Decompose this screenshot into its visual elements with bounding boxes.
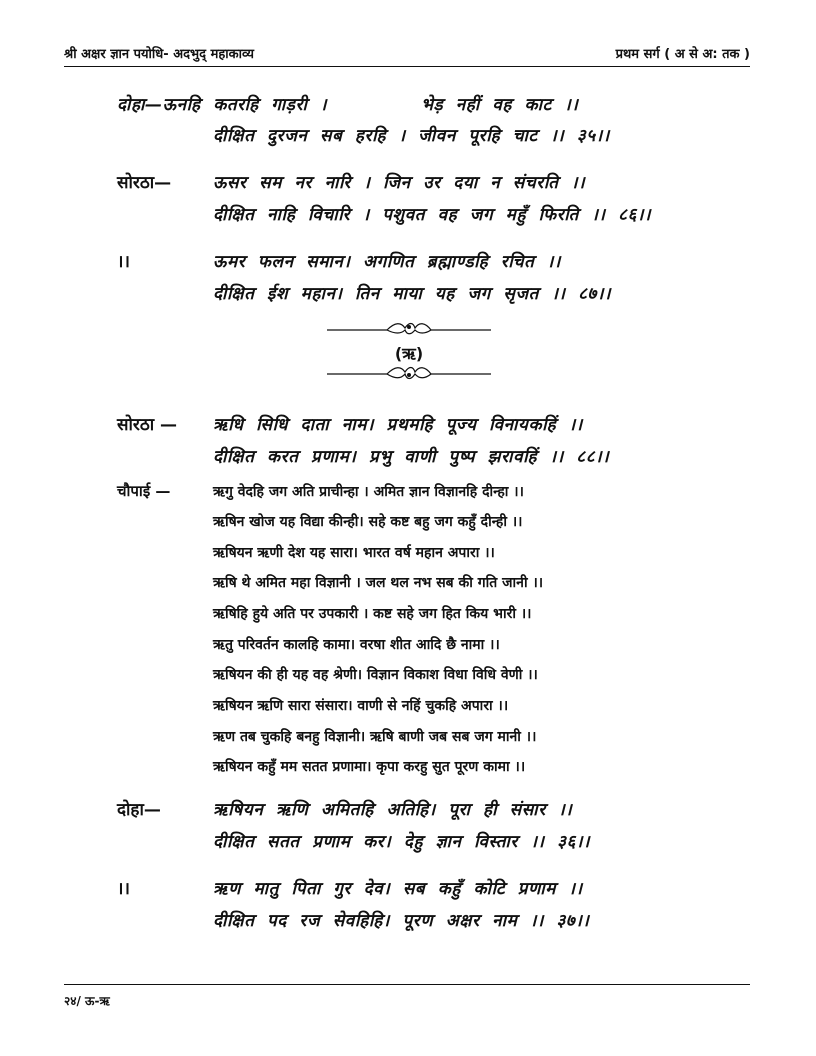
doha-36-line1: ऋषियन ऋणि अमितहि अतिहि। पूरा ही संसार ।। (213, 800, 573, 820)
doha-36-line2: दीक्षित सतत प्रणाम कर। देहु ज्ञान विस्तार ।। ३६।। (213, 832, 591, 852)
sortha-88-label: सोरठा — (117, 415, 178, 435)
chaupai-line-8: ऋषियन ऋणि सारा संसारा। वाणी से नहिं चुकहि अपारा ।। (213, 698, 509, 714)
header-title-left: श्री अक्षर ज्ञान पयोधि- अदभुद् महाकाव्य (64, 47, 254, 62)
chaupai-line-10: ऋषियन कहुँ मम सतत प्रणामा। कृपा करहु सुत पूरण कामा ।। (213, 759, 526, 775)
doha-37-line2: दीक्षित पद रज सेवहिहि। पूरण अक्षर नाम ।। ३७।। (213, 911, 590, 931)
chaupai-line-7: ऋषियन की ही यह वह श्रेणी। विज्ञान विकाश विधा विधि वेणी ।। (213, 667, 538, 683)
verse-35-line1-part2: भेड़ नहीं वह काट ।। (421, 95, 579, 115)
chaupai-line-4: ऋषि थे अमित महा विज्ञानी । जल थल नभ सब की गति जानी ।। (213, 575, 544, 591)
chaupai-line-9: ऋण तब चुकहि बनहु विज्ञानी। ऋषि बाणी जब सब जग मानी ।। (213, 729, 537, 745)
chaupai-line-1: ऋगु वेदहि जग अति प्राचीन्हा । अमित ज्ञान विज्ञानहि दीन्हा ।। (213, 484, 524, 500)
header-title-right: प्रथम सर्ग ( अ से अ: तक ) (615, 47, 750, 62)
header-rule (64, 66, 750, 67)
doha-37-line1: ऋण मातु पिता गुर देव। सब कहुँ कोटि प्रणाम ।। (213, 879, 583, 899)
verse-87-line2: दीक्षित ईश महान। तिन माया यह जग सृजत ।। ८७।। (213, 284, 612, 304)
verse-86-label: सोरठा— (117, 173, 172, 193)
ornament-divider-bottom (325, 364, 493, 384)
chaupai-line-5: ऋषिहि हुये अति पर उपकारी । कष्ट सहे जग हित किय भारी ।। (213, 606, 532, 622)
verse-35-line1-part1: दोहा—ऊनहि कतरहि गाड़री । (117, 95, 328, 115)
chaupai-line-3: ऋषियन ऋणी देश यह सारा। भारत वर्ष महान अपारा ।। (213, 545, 495, 561)
chaupai-line-6: ऋतु परिवर्तन कालहि कामा। वरषा शीत आदि छै नामा ।। (213, 637, 500, 653)
verse-35-line2: दीक्षित दुरजन सब हरहि । जीवन पूरहि चाट ।। ३५।। (213, 126, 610, 146)
sortha-88-line1: ऋधि सिधि दाता नाम। प्रथमहि पूज्य विनायकहिं ।। (213, 415, 583, 435)
chaupai-line-2: ऋषिन खोज यह विद्या कीन्ही। सहे कष्ट बहु जग कहुँ दीन्ही ।। (213, 514, 523, 530)
verse-87-line1: ऊमर फलन समान। अगणित ब्रह्माण्डहि रचित ।। (213, 252, 561, 272)
footer-rule (64, 984, 750, 985)
doha-36-label: दोहा— (117, 800, 161, 820)
verse-86-line1: ऊसर सम नर नारि । जिन उर दया न संचरति ।। (213, 173, 586, 193)
verse-86-line2: दीक्षित नाहि विचारि । पशुवत वह जग महुँ फिरति ।। ८६।। (213, 205, 652, 225)
section-title: (ऋ) (394, 344, 424, 363)
chaupai-label: चौपाई — (117, 482, 171, 500)
doha-37-label: ।। (117, 879, 130, 899)
ornament-divider-top (325, 318, 493, 338)
page-footer: २४/ ऊ-ऋ (64, 994, 110, 1008)
verse-87-label: ।। (117, 252, 130, 272)
sortha-88-line2: दीक्षित करत प्रणाम। प्रभु वाणी पुष्प झरावहिं ।। ८८।। (213, 447, 610, 467)
